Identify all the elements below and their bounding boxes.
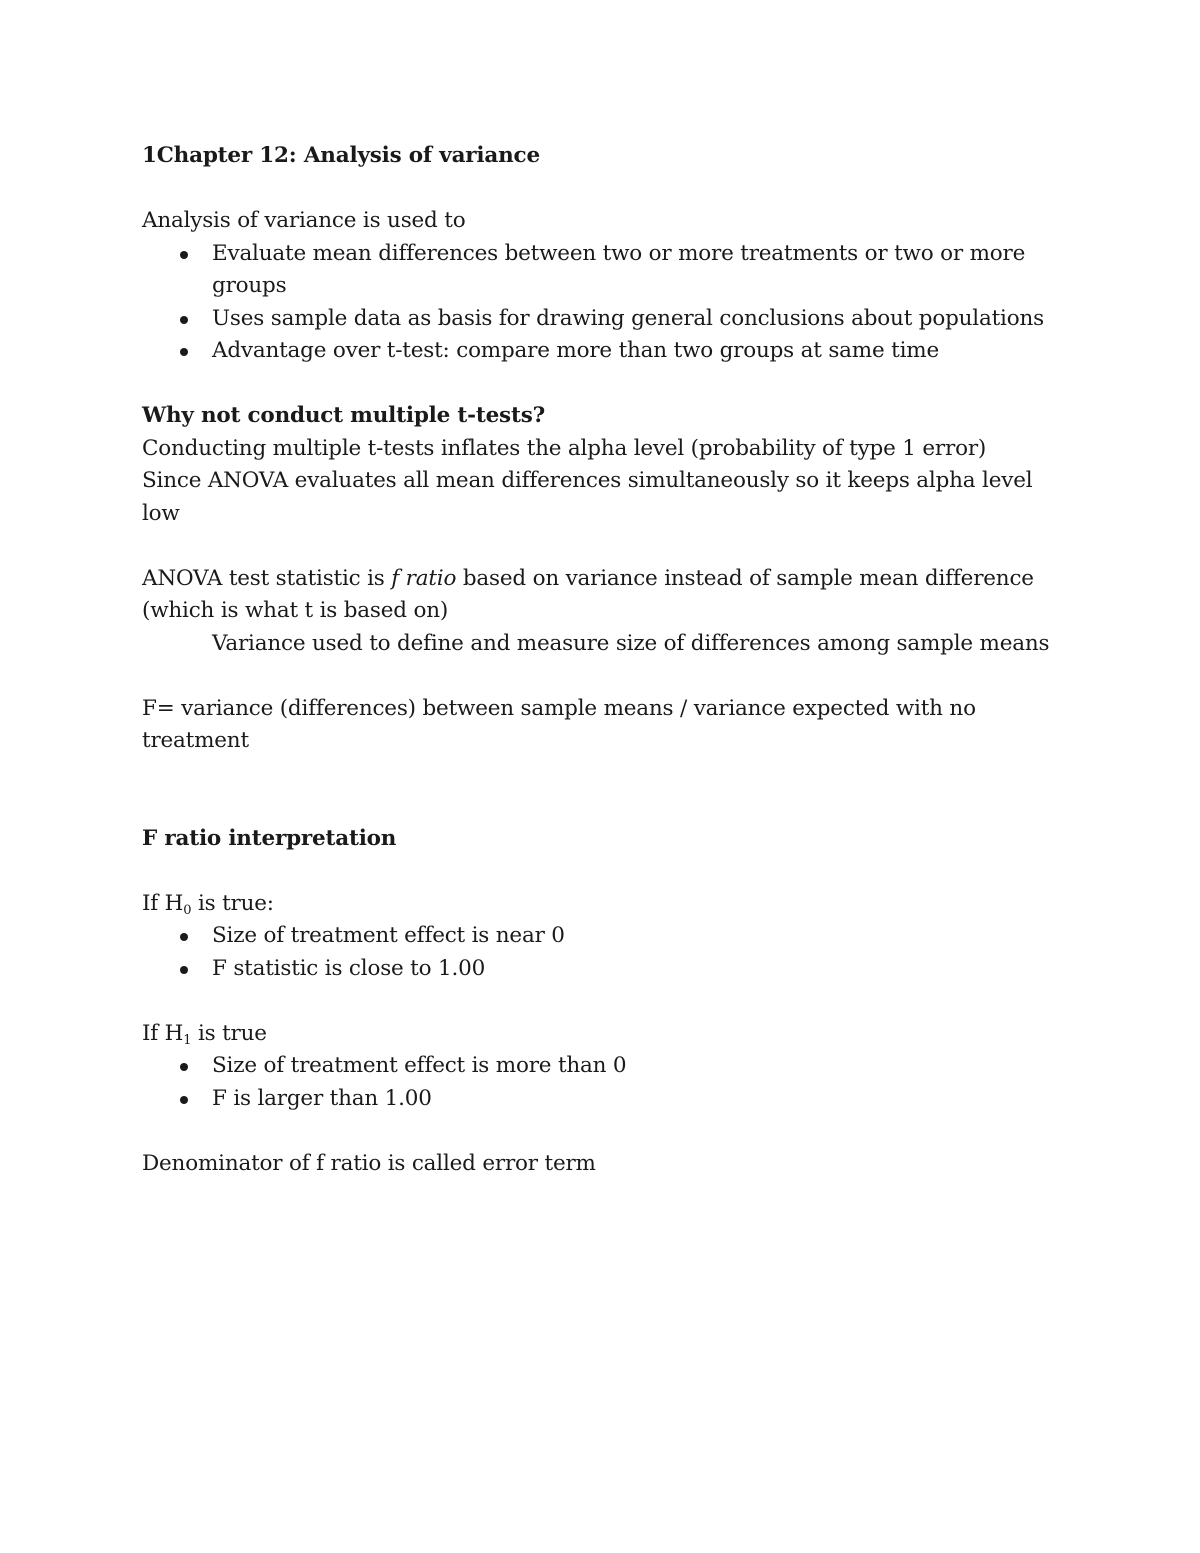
list-item: Size of treatment effect is more than 0	[212, 1050, 1072, 1083]
spacer	[142, 530, 1072, 563]
spacer	[142, 173, 1072, 206]
spacer	[142, 1115, 1072, 1148]
h1-subscript: 1	[183, 1032, 192, 1048]
list-item: Uses sample data as basis for drawing general conclusions about populations	[212, 303, 1072, 336]
page-title: 1Chapter 12: Analysis of variance	[142, 143, 540, 168]
f-ratio-term: f ratio	[391, 565, 457, 591]
anova-text-before: ANOVA test statistic is	[142, 565, 392, 591]
document-page	[142, 140, 1072, 1180]
intro-bullet-list	[142, 238, 1072, 368]
intro-lead: Analysis of variance is used to	[142, 208, 466, 233]
list-item: F statistic is close to 1.00	[212, 953, 1072, 986]
why-heading: Why not conduct multiple t-tests?	[142, 403, 545, 428]
h1-prefix: If H	[142, 1020, 184, 1046]
spacer	[142, 855, 1072, 888]
list-item: Evaluate mean differences between two or more treatments or two or more groups	[212, 238, 1072, 303]
h0-bullet-list	[142, 920, 1072, 985]
interpretation-heading: F ratio interpretation	[142, 825, 397, 851]
spacer	[142, 985, 1072, 1018]
h1-bullet-list	[142, 1050, 1072, 1115]
h0-prefix: If H	[142, 890, 184, 916]
list-item: F is larger than 1.00	[212, 1083, 1072, 1116]
anova-text-after: based on variance instead of sample mean difference (which is what t is based on)	[142, 565, 1034, 623]
list-item: Size of treatment effect is near 0	[212, 920, 1072, 953]
footer-note: Denominator of f ratio is called error term	[142, 1150, 596, 1176]
spacer	[142, 660, 1072, 693]
h0-suffix: is true:	[191, 890, 274, 916]
variance-paragraph: Variance used to define and measure size of differences among sample means	[212, 630, 1050, 656]
spacer	[142, 758, 1072, 823]
list-item: Advantage over t-test: compare more than two groups at same time	[212, 335, 1072, 368]
why-line-2: Since ANOVA evaluates all mean differences simultaneously so it keeps alpha level low	[142, 468, 1033, 526]
h0-condition	[142, 888, 1072, 921]
anova-paragraph	[142, 563, 1072, 628]
why-line-1: Conducting multiple t-tests inflates the alpha level (probability of type 1 error)	[142, 435, 987, 461]
h1-condition	[142, 1018, 1072, 1051]
spacer	[142, 368, 1072, 401]
h1-suffix: is true	[191, 1020, 267, 1046]
f-formula: F= variance (differences) between sample means / variance expected with no treatment	[142, 695, 976, 753]
h0-subscript: 0	[183, 902, 192, 918]
